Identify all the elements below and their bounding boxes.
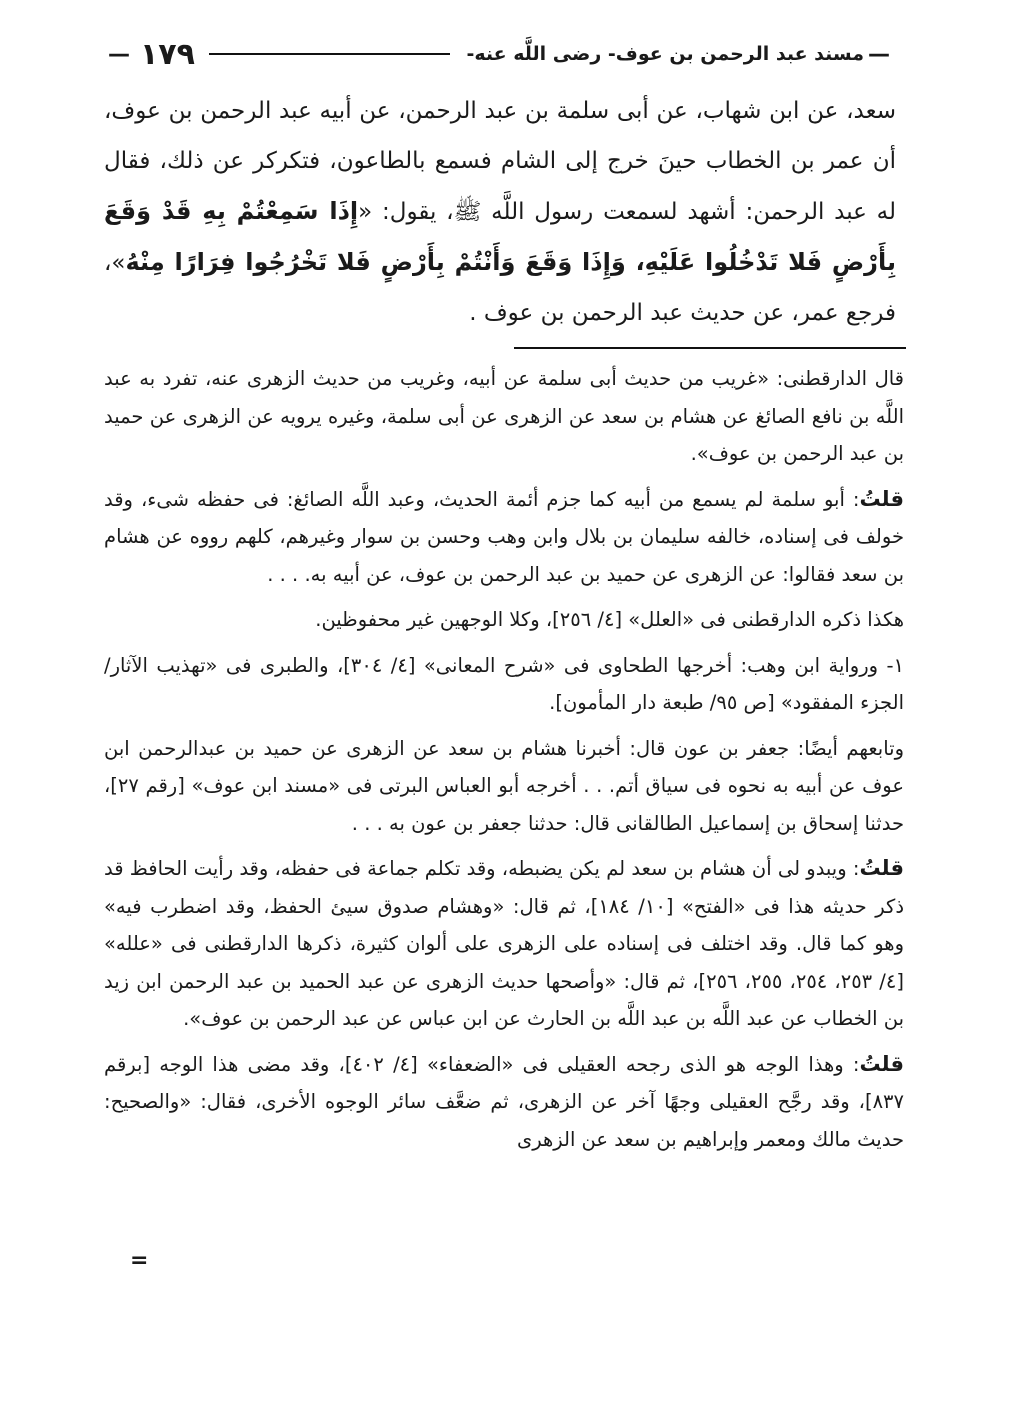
running-title: مسند عبد الرحمن بن عوف- رضى اللَّه عنه- [466, 43, 864, 65]
page-header [104, 32, 894, 76]
footnote-text: قال الدارقطنى: «غريب من حديث أبى سلمة عن أبيه، وغريب من حديث الزهرى عنه، تفرد به عبد اللَّه بن نافع الصائغ عن هشام بن سعد عن الزهرى عن أبى سلمة، وغيره يرويه عن الزهرى عن حميد بن عبد الرحمن بن عوف». [104, 367, 904, 465]
main-text [104, 86, 896, 338]
footnote-text: : أبو سلمة لم يسمع من أبيه كما جزم أئمة الحديث، وعبد اللَّه الصائغ: فى حفظه شىء، وقد خولف فى إسناده، خالفه سليمان بن بلال وابن وهب وحسن بن سوار وغيرهم، كلهم رووه عن هشام بن سعد فقالوا: عن الزهرى عن حميد بن عبد الرحمن بن عوف، عن أبيه به. . . . [104, 487, 904, 586]
continuation-mark: = [130, 1248, 149, 1273]
footnote-paragraph [104, 1046, 904, 1159]
footnote-text: هكذا ذكره الدارقطنى فى «العلل» [٤/ ٢٥٦]، وكلا الوجهين غير محفوظين. [315, 608, 904, 631]
footnote-text: : ويبدو لى أن هشام بن سعد لم يكن يضبطه، وقد تكلم جماعة فى حفظه، وقد رأيت الحافظ قد ذكر حديثه هذا فى «الفتح» [١٠/ ١٨٤]، ثم قال: «وهشام صدوق سيئ الحفظ، وقد اضطرب فيه» وهو كما قال. وقد اختلف فى إسناده على الزهرى على ألوان كثيرة، ذكرها الدارقطنى فى «علله» [٤/ ٢٥٣، ٢٥٤، ٢٥٥، ٢٥٦]، ثم قال: «وأصحها حديث الزهرى عن عبد الحميد بن عبد الرحمن ابن زيد بن الخطاب عن عبد اللَّه بن عبد اللَّه بن الحارث عن ابن عباس عن عبد الرحمن بن عوف». [104, 857, 905, 1030]
main-text-part2: »، فرجع عمر، عن حديث عبد الرحمن بن عوف . [104, 250, 896, 326]
footnote-paragraph [104, 601, 904, 639]
footnote-lead: قلتُ [859, 1051, 904, 1076]
main-text-part1: سعد، عن ابن شهاب، عن أبى سلمة بن عبد الرحمن، عن أبيه عبد الرحمن بن عوف، أن عمر بن الخطاب حينَ خرج إلى الشام فسمع بالطاعون، فتكركر عن ذلك، فقال له عبد الرحمن: أشهد لسمعت رسول اللَّه ﷺ، يقول: « [104, 98, 897, 225]
footnote-separator [514, 347, 906, 349]
footnote-paragraph [104, 481, 904, 594]
page-number: ١٧٩ [140, 36, 195, 72]
footnote-text: : وهذا الوجه هو الذى رجحه العقيلى فى «الضعفاء» [٤/ ٤٠٢]، وقد مضى هذا الوجه [برقم ٨٣٧]، وقد رجَّح العقيلى وجهًا آخر عن الزهرى، ثم ضعَّف سائر الوجوه الأخرى، فقال: «والصحيح: حديث مالك ومعمر وإبراهيم بن سعد عن الزهرى [104, 1052, 904, 1151]
header-dash-right: — [868, 41, 890, 67]
footnote-paragraph [104, 850, 904, 1038]
footnote-lead: قلتُ [859, 486, 904, 511]
footnote-text: وتابعهم أيضًا: جعفر بن عون قال: أخبرنا هشام بن سعد عن الزهرى عن حميد بن عبدالرحمن ابن عوف عن أبيه به نحوه فى سياق أتم. . . أخرجه أبو العباس البرتى فى «مسند ابن عوف» [رقم ٢٧]، حدثنا إسحاق بن إسماعيل الطالقانى قال: حدثنا جعفر بن عون به . . . [104, 736, 904, 835]
header-dash-left: — [108, 41, 130, 67]
header-rule [209, 53, 451, 55]
footnote-paragraph [104, 647, 904, 722]
hadith-quote: إِذَا سَمِعْتُمْ بِهِ قَدْ وَقَعَ بِأَرْضٍ فَلا تَدْخُلُوا عَلَيْهِ، وَإِذَا وَقَعَ وَأَنْتُمْ بِأَرْضٍ فَلا تَخْرُجُوا فِرَارًا مِنْهُ [104, 197, 896, 276]
footnotes [104, 360, 904, 1166]
footnote-lead: قلتُ [859, 856, 904, 880]
footnote-text: ١- ورواية ابن وهب: أخرجها الطحاوى فى «شرح المعانى» [٤/ ٣٠٤]، والطبرى فى «تهذيب الآثار/ الجزء المفقود» [ص ٩٥/ طبعة دار المأمون]. [104, 653, 904, 714]
footnote-paragraph [104, 730, 904, 843]
footnote-paragraph [104, 360, 904, 473]
